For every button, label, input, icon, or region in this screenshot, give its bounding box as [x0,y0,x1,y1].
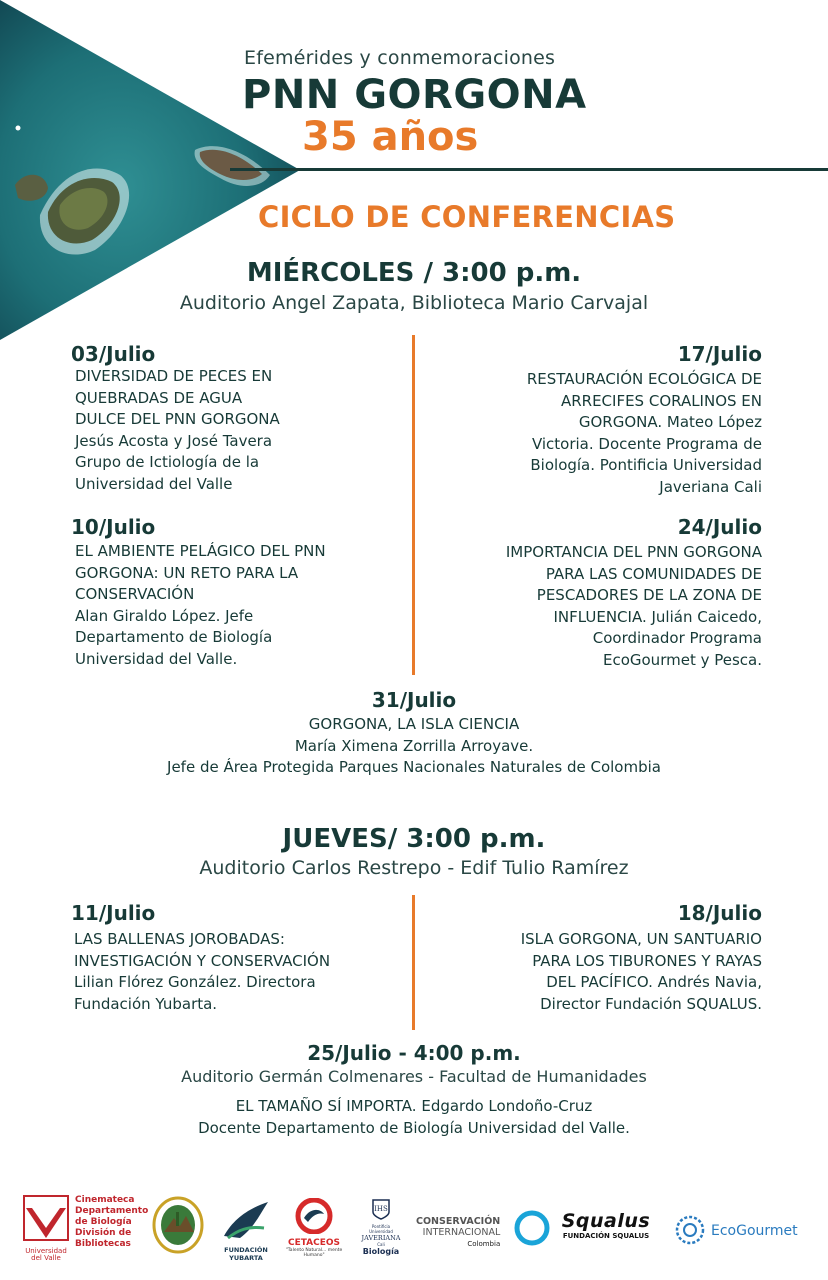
univalle-departments: Cinemateca Departamento de Biología División de Bibliotecas [75,1195,149,1249]
subtitle: Efemérides y conmemoraciones [244,47,556,69]
talk-details: ISLA GORGONA, UN SANTUARIO PARA LOS TIBURONES Y RAYAS DEL PACÍFICO. Andrés Navia, Director Fundación SQUALUS. [520,930,762,1013]
wednesday-divider [412,335,415,675]
fundacion-squalus-logo: Squalus FUNDACIÓN SQUALUS [561,1210,651,1240]
parques-nacionales-seal-icon [152,1196,204,1254]
thursday-heading: JUEVES/ 3:00 p.m. [282,824,546,854]
conservacion-internacional-logo: CONSERVACIÓN INTERNACIONAL Colombia [416,1216,501,1248]
talk-details: LAS BALLENAS JOROBADAS: INVESTIGACIÓN Y CONSERVACIÓN Lilian Flórez González. Directora Fundación Yubarta. [74,930,331,1013]
conservacion-internacional-icon [514,1210,550,1250]
univalle-logo: Universidad del Valle [22,1194,70,1256]
talk-date: 24/Julio [677,515,762,539]
thursday-venue: Auditorio Carlos Restrepo - Edif Tulio Ramírez [199,857,629,879]
talk-details: EL TAMAÑO SÍ IMPORTA. Edgardo Londoño-Cruz Docente Departamento de Biología Universidad del Valle. [198,1097,630,1137]
anniversary-years: 35 años [302,114,479,160]
page-title: PNN GORGONA [242,72,587,118]
svg-text:IHS: IHS [374,1205,388,1213]
header-divider [230,168,828,171]
talk-details: RESTAURACIÓN ECOLÓGICA DE ARRECIFES CORALINOS EN GORGONA. Mateo López Victoria. Docente Programa de Biología. Pontificia Universidad Javeriana Cali [526,370,762,496]
wednesday-venue: Auditorio Angel Zapata, Biblioteca Mario Carvajal [179,292,649,314]
talk-details: EL AMBIENTE PELÁGICO DEL PNN GORGONA: UN RETO PARA LA CONSERVACIÓN Alan Giraldo López. Jefe Departamento de Biología Universidad del Valle. [75,542,326,668]
special-heading: 25/Julio - 4:00 p.m. [307,1041,521,1065]
cycle-title: CICLO DE CONFERENCIAS [258,200,676,234]
talk-details: DIVERSIDAD DE PECES EN QUEBRADAS DE AGUA DULCE DEL PNN GORGONA Jesús Acosta y José Tavera Grupo de Ictiología de la Universidad del Valle [75,367,280,493]
talk-date: 10/Julio [71,515,156,539]
talk-date: 31/Julio [371,688,457,712]
ecogourmet-icon [674,1214,706,1250]
fundacion-yubarta-logo: FUNDACIÓN YUBARTA [220,1198,272,1254]
special-venue: Auditorio Germán Colmenares - Facultad de Humanidades [181,1067,647,1086]
ecogourmet-logo-text: EcoGourmet [711,1223,798,1239]
cetaceos-logo: CETACEOS "Talento Natural... mente Humano" [283,1198,345,1262]
talk-details: IMPORTANCIA DEL PNN GORGONA PARA LAS COMUNIDADES DE PESCADORES DE LA ZONA DE INFLUENCIA. Julián Caicedo, Coordinador Programa EcoGourmet y Pesca. [505,543,762,669]
talk-date: 17/Julio [677,342,762,366]
talk-details: GORGONA, LA ISLA CIENCIA María Ximena Zorrilla Arroyave. Jefe de Área Protegida Parques Nacionales Naturales de Colombia [167,715,661,776]
thursday-divider [412,895,415,1030]
talk-date: 18/Julio [677,901,762,925]
talk-date: 03/Julio [71,342,156,366]
javeriana-logo: IHS Pontificia Universidad JAVERIANA Cali Biología [360,1198,402,1260]
talk-date: 11/Julio [71,901,156,925]
wednesday-heading: MIÉRCOLES / 3:00 p.m. [246,258,582,288]
